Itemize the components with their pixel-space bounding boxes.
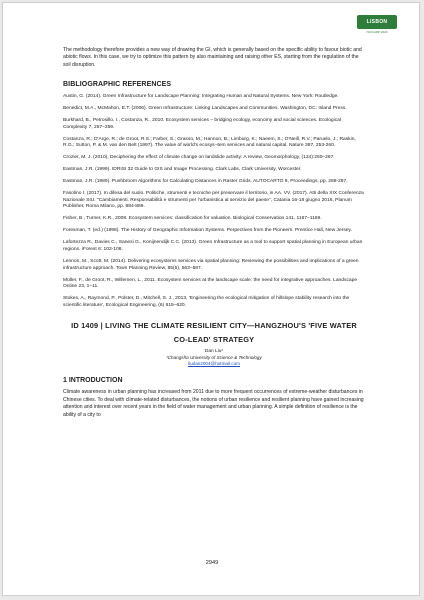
- reference-item: Stokes, A., Raymond, P., Polster, D., Mitchell, S. J., 2013, 'Engineering the ecological mitigation of hillslope stability research into the scientific literature', Ecological Engineering, (6) 615–620.: [63, 296, 350, 308]
- reference-item: Benedict, M.A., McMahon, E.T. (2006). Green Infrastructure: Linking Landscapes and Communities. Washington, DC: Island Press.: [63, 106, 347, 112]
- author-name: Dan Liu¹: [204, 349, 224, 355]
- reference-item: Eastman, J.R. (1999). IDRISI 32 Guide to GIS and Image Processing. Clark Labs, Clark University, Worcester.: [63, 167, 302, 173]
- reference-item: Fisher, B., Turner, K.R., 2008. Ecosystem services: classification for valuation. Biological Conservation 141, 1167–1169.: [63, 216, 322, 222]
- section-body: Climate awareness in urban planning has increased from 2011 due to more frequent occurrences of extreme-weather disturbances in Chinese cities. To deal with climate-related disturbances, the notions of urban resilience and resilient planning have gained increasing attention and interest over recent years in the field of water management and urban planning. A simple definition of resilience is the ability of a city to: [63, 389, 364, 418]
- reference-item: Lafortezza R., Davies C., Sanesi G., Konijnendijk C.C. (2013). Green Infrastructure as a tool to support spatial planning in European urban regions. iForest 6: 102-108.: [63, 240, 363, 253]
- intro-paragraph: The methodology therefore provides a new way of drawing the GI, which is generally based on the specific ability to favour biotic and abiotic flows. In this case, we try to optimize this pattern by also maintaining and raising other ES, starting from the regulation of the soil disruption.: [63, 47, 362, 68]
- reference-item: Eastman, J.R. (1989). Pushbroom Algorithms for Calculating Distances in Raster Grids. AUTOCARTO 9, Proceedings, pp. 288-297.: [63, 179, 348, 185]
- logo-subtitle: ISOCARP 2020: [366, 30, 388, 34]
- reference-item: Costanza, R.; D'Arge, R.; de Groot, R.S.; Farber, S.; Grasso, M.; Hannon, B.; Limburg, K.; Naeem, S.; O'Neill, R.V.; Paruelo, J.; Raskin, R.G.; Sutton, P. & M. van den Belt (1997). The value of world's ecosys¬tem services and natural capital. Nature 387, 253-260.: [63, 136, 356, 149]
- author-affiliation: ¹Changsha University of Science & Technology: [166, 355, 262, 361]
- reference-item: Crozier, M. J. (2010), Deciphering the effect of climate change on landslide activity: A review, Geomorphology, (124):260–267.: [63, 155, 335, 161]
- reference-item: Austin, G. (2014). Green Infrastructure for Landscape Planning: Integrating Human and Natural Systems. New York: Routledge.: [63, 94, 339, 100]
- reference-item: Müller, F., de Groot, R., Willemen, L., 2011. Ecosystem services at the landscape scale: the need for integrative approaches. Landscape Online 23, 1–11.: [63, 277, 358, 290]
- conference-logo: [357, 15, 397, 37]
- reference-list: [63, 94, 365, 309]
- logo-mark: LISBON: [357, 15, 397, 29]
- reference-item: Burkhard, B., Petrosillo, I., Costanza, R., 2010. Ecosystem services – bridging ecology, economy and social sciences. Ecological Complexity 7, 257–259.: [63, 118, 341, 130]
- page-number: 2949: [205, 560, 219, 566]
- reference-item: Fasolino I. (2017). In difesa del suolo. Politiche, strumenti e tecniche per preservare il territorio, in AA. VV. (2017). Atti della XIX Conferenza Nazionale SIU. "Cambiamenti. Responsabilità e strumenti per l'urbanistica al servizio del paese", Catania 16-18 giugno 2016, Planum Publisher, Roma Milano, pp. 884-889.: [63, 191, 364, 210]
- document-page: [2, 2, 420, 596]
- page-content: [63, 47, 365, 419]
- author-email-link[interactable]: liudan2004@hotmail.com: [188, 361, 240, 367]
- section-heading: 1 INTRODUCTION: [63, 377, 123, 385]
- reference-item: Foresman, T. (ed.) (1998). The History of Geographic Information Systems. Perpectives from the Pioneers. Prentice Hall, New Jersey.: [63, 228, 352, 234]
- references-heading: BIBLIOGRAPHIC REFERENCES: [63, 81, 172, 89]
- reference-item: Lennon, M., Scott, M. (2014). Delivering ecosystems services via spatial planning: Reviewing the possibilities and implications of a green infrastructure approach. Town Planning Review, 85(5), 563–587.: [63, 259, 359, 271]
- paper-title: ID 1409 | LIVING THE CLIMATE RESILIENT CITY—HANGZHOU'S 'FIVE WATER CO-LEAD' STRATEGY: [71, 321, 357, 345]
